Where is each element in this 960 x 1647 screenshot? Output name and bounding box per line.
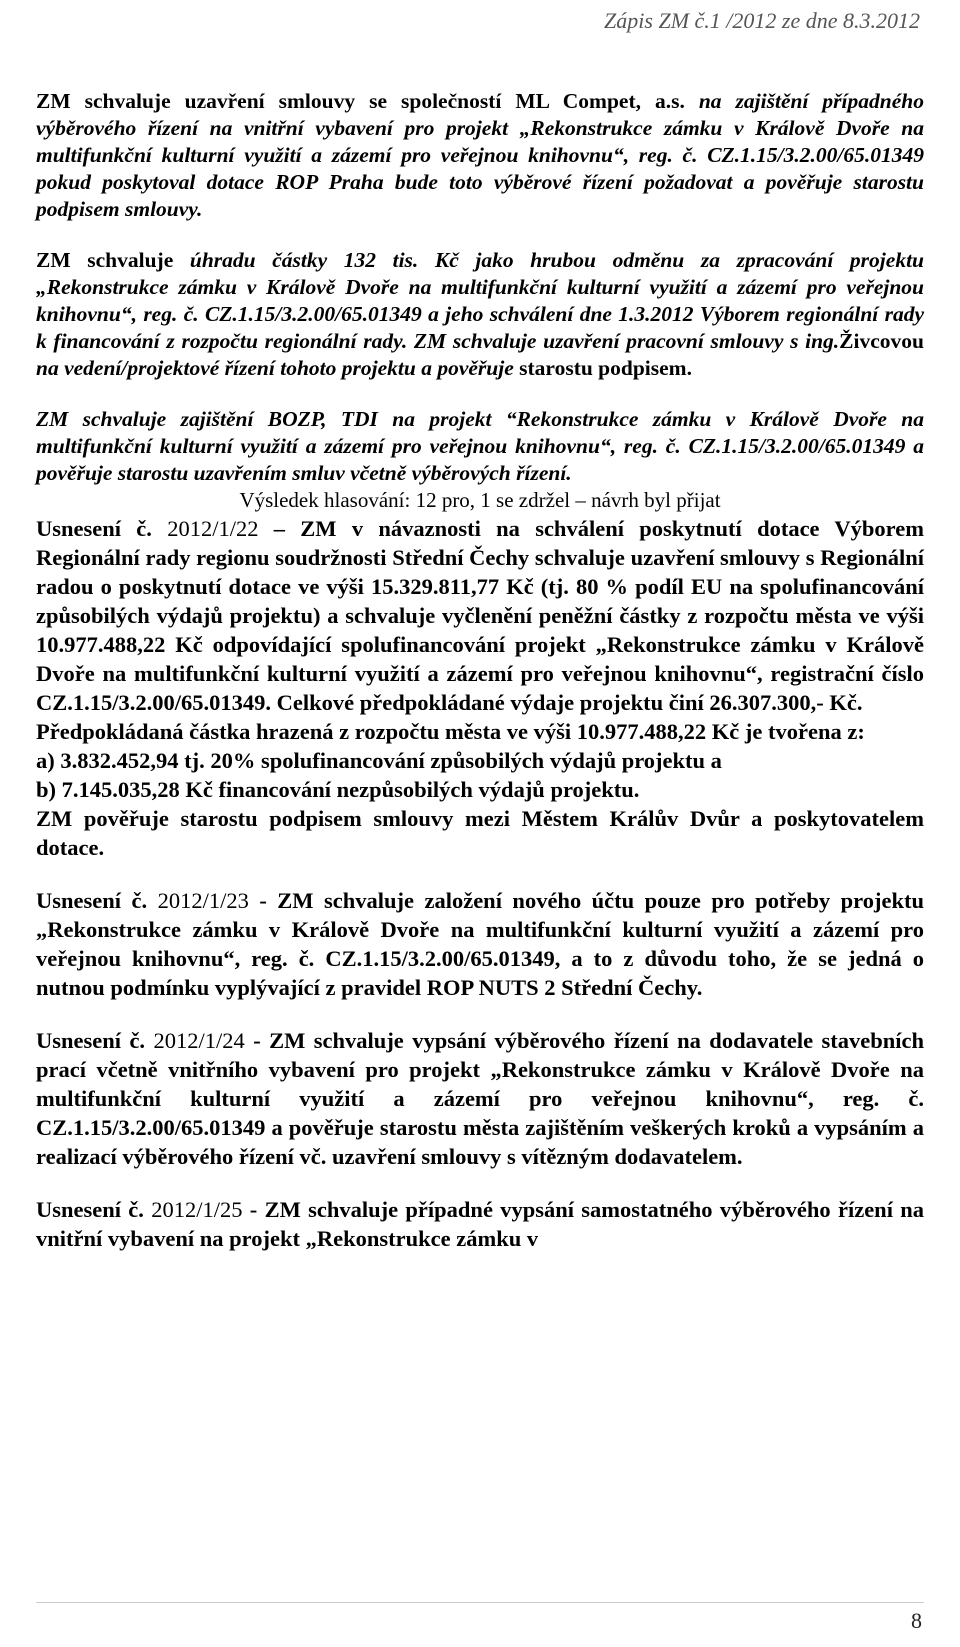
paragraph-bozp: [36, 406, 924, 487]
resolution-number: 2012/1/23: [157, 888, 249, 913]
resolution-text: - ZM schvaluje založení nového účtu pouze pro potřeby projektu „Rekonstrukce zámku v Králově Dvoře na multifunkční kulturní využití a zázemí pro veřejnou knihovnu“, reg. č. CZ.1.15/3.2.00/65.01349, a to z důvodu toho, že se jedná o nutnou podmínku vyplývající z pravidel ROP NUTS 2 Střední Čechy.: [36, 888, 924, 1000]
paragraph-lead: ZM schvaluje uzavření smlouvy se společností ML Compet, a.s.: [36, 89, 685, 113]
paragraph-tail: starostu podpisem.: [513, 356, 692, 380]
resolution-label: Usnesení č.: [36, 1028, 154, 1053]
resolution-22-authorization: ZM pověřuje starostu podpisem smlouvy mezi Městem Králův Dvůr a poskytovatelem dotace.: [36, 806, 924, 860]
resolution-22-item-a: a) 3.832.452,94 tj. 20% spolufinancování způsobilých výdajů projektu a: [36, 748, 722, 773]
page-number: 8: [911, 1608, 922, 1633]
resolution-22: [36, 514, 924, 717]
resolution-22-amount: Předpokládaná částka hrazená z rozpočtu města ve výši 10.977.488,22 Kč je tvořena z:: [36, 719, 865, 744]
resolution-text: – ZM v návaznosti na schválení poskytnutí dotace Výborem Regionální rady regionu soudržnosti Střední Čechy schvaluje uzavření smlouvy s Regionální radou o poskytnutí dotace ve výši 15.329.811,77 Kč (tj. 80 % podíl EU na spolufinancování způsobilých výdajů projektu) a schvaluje vyčlenění peněžní částky z rozpočtu města ve výši 10.977.488,22 Kč odpovídající spolufinancování projekt „Rekonstrukce zámku v Králově Dvoře na multifunkční kulturní využití a zázemí pro veřejnou knihovnu“, registrační číslo CZ.1.15/3.2.00/65.01349. Celkové předpokládané výdaje projektu činí 26.307.300,- Kč.: [36, 516, 924, 715]
resolution-23: [36, 886, 924, 1002]
resolution-22-item-b: b) 7.145.035,28 Kč financování nezpůsobilých výdajů projektu.: [36, 777, 640, 802]
resolution-24: [36, 1026, 924, 1171]
paragraph-fee: [36, 247, 924, 382]
paragraph-text: ZM schvaluje zajištění BOZP, TDI na projekt “Rekonstrukce zámku v Králově Dvoře na multifunkční kulturní využití a zázemí pro veřejnou knihovnu“, reg. č. CZ.1.15/3.2.00/65.01349 a pověřuje starostu uzavřením smluv včetně výběrových řízení.: [36, 407, 924, 485]
resolution-text: - ZM schvaluje případné vypsání samostatného výběrového řízení na vnitřní vybavení na projekt „Rekonstrukce zámku v: [36, 1197, 925, 1251]
resolution-number: 2012/1/22: [167, 516, 259, 541]
document-body: [36, 88, 924, 1253]
resolution-label: Usnesení č.: [36, 888, 158, 913]
footer-divider: [36, 1602, 924, 1603]
paragraph-text: na zajištění případného výběrového řízení na vnitřní vybavení pro projekt „Rekonstrukce zámku v Králově Dvoře na multifunkční kulturní využití a zázemí pro veřejnou knihovnu“, reg. č. CZ.1.15/3.2.00/65.01349 pokud poskytoval dotace ROP Praha bude toto výběrové řízení požadovat a pověřuje starostu podpisem smlouvy.: [36, 89, 924, 221]
resolution-label: Usnesení č.: [36, 516, 168, 541]
resolution-25: [36, 1195, 924, 1253]
vote-result: Výsledek hlasování: 12 pro, 1 se zdržel – návrh byl přijat: [239, 488, 721, 512]
paragraph-compet: [36, 88, 924, 223]
resolution-text: - ZM schvaluje vypsání výběrového řízení na dodavatele stavebních prací včetně vnitřního vybavení pro projekt „Rekonstrukce zámku v Králově Dvoře na multifunkční kulturní využití a zázemí pro veřejnou knihovnu“, reg. č. CZ.1.15/3.2.00/65.01349 a pověřuje starostu města zajištěním veškerých kroků a vypsáním a realizací výběrového řízení vč. uzavření smlouvy s vítězným dodavatelem.: [36, 1028, 924, 1169]
resolution-label: Usnesení č.: [36, 1197, 152, 1222]
page-header: Zápis ZM č.1 /2012 ze dne 8.3.2012: [604, 8, 920, 33]
paragraph-lead: ZM schvaluje: [36, 248, 190, 272]
paragraph-text: na vedení/projektové řízení tohoto projektu a pověřuje: [36, 356, 514, 380]
paragraph-text: úhradu částky 132 tis. Kč jako hrubou odměnu za zpracování projektu „Rekonstrukce zámku v Králově Dvoře na multifunkční kulturní využití a zázemí pro veřejnou knihovnu“, reg. č. CZ.1.15/3.2.00/65.01349 a jeho schválení dne 1.3.2012 Výborem regionální rady k financování z rozpočtu regionální rady. ZM schvaluje uzavření pracovní smlouvy s ing.: [36, 248, 924, 353]
resolution-number: 2012/1/24: [153, 1028, 245, 1053]
resolution-number: 2012/1/25: [151, 1197, 243, 1222]
paragraph-name: Živcovou: [839, 329, 924, 353]
